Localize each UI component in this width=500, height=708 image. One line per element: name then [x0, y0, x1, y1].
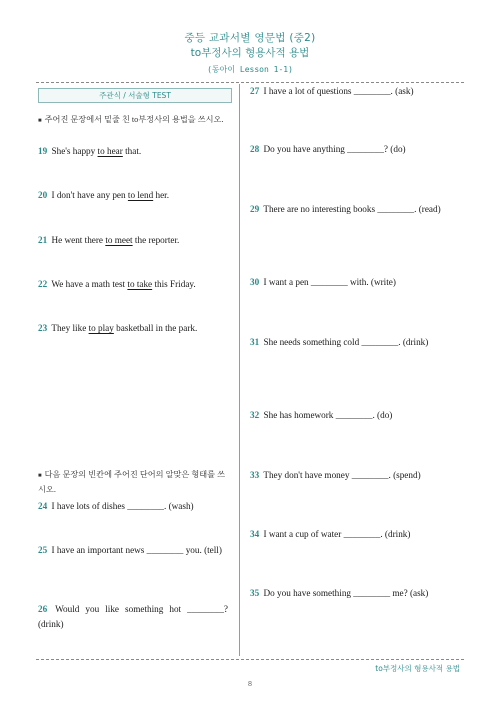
question-number: 26: [38, 604, 48, 614]
question-number: 33: [250, 470, 260, 480]
question-32: [250, 408, 444, 423]
instruction-second: [38, 468, 232, 496]
instruction-first: [38, 113, 232, 128]
question-text: I want a cup of water ________. (drink): [263, 529, 411, 539]
question-26: [38, 602, 228, 632]
question-text: There are no interesting books ________. (read): [263, 204, 441, 214]
question-text: We have a math test: [51, 279, 128, 289]
question-number: 20: [38, 190, 48, 200]
question-text: Would you like something hot ________? (drink): [38, 604, 228, 629]
question-text: that.: [122, 146, 142, 156]
question-number: 31: [250, 337, 260, 347]
question-number: 35: [250, 588, 260, 598]
question-22: [38, 277, 228, 292]
question-number: 22: [38, 279, 48, 289]
underlined-infinitive: to take: [127, 279, 153, 289]
bullet-icon: ■: [38, 118, 42, 124]
footer-topic: to부정사의 형용사적 용법: [375, 664, 460, 673]
question-23: [38, 321, 228, 336]
question-35: [250, 586, 444, 601]
lesson-source: (동아이 Lesson 1-1): [207, 65, 293, 74]
question-text: She has homework ________. (do): [263, 410, 393, 420]
page-number: 8: [247, 680, 253, 688]
question-21: [38, 233, 228, 248]
question-text: They like: [51, 323, 89, 333]
question-19: [38, 144, 228, 159]
underlined-infinitive: to lend: [127, 190, 154, 200]
underlined-infinitive: to meet: [105, 235, 133, 245]
question-text: They don't have money ________. (spend): [263, 470, 421, 480]
question-text: I have an important news ________ you. (tell): [51, 545, 222, 555]
question-20: [38, 188, 228, 203]
question-number: 30: [250, 277, 260, 287]
question-text: She needs something cold ________. (drink): [263, 337, 429, 347]
question-number: 28: [250, 144, 260, 154]
question-number: 19: [38, 146, 48, 156]
question-24: [38, 499, 228, 514]
bottom-divider: [36, 659, 464, 660]
question-number: 21: [38, 235, 48, 245]
page-title: 중등 교과서별 영문법 (중2): [184, 32, 316, 44]
question-number: 24: [38, 501, 48, 511]
question-number: 32: [250, 410, 260, 420]
question-number: 23: [38, 323, 48, 333]
question-33: [250, 468, 444, 483]
question-text: I have a lot of questions ________. (ask): [263, 86, 414, 96]
question-text: I don't have any pen: [51, 190, 128, 200]
question-30: [250, 275, 444, 290]
top-divider: [36, 82, 464, 83]
question-text: her.: [153, 190, 169, 200]
question-text: He went there: [51, 235, 106, 245]
question-text: Do you have something ________ me? (ask): [263, 588, 429, 598]
underlined-infinitive: to hear: [97, 146, 123, 156]
question-text: basketball in the park.: [113, 323, 198, 333]
question-number: 29: [250, 204, 260, 214]
instruction-text: 다음 문장의 빈칸에 주어진 단어의 알맞은 형태를 쓰시오.: [38, 470, 226, 494]
question-text: Do you have anything ________? (do): [263, 144, 406, 154]
question-text: I want a pen ________ with. (write): [263, 277, 396, 287]
question-25: [38, 543, 228, 558]
question-text: this Friday.: [152, 279, 196, 289]
column-divider: [239, 84, 240, 656]
test-label-box: 주관식 / 서술형 TEST: [38, 88, 232, 103]
question-31: [250, 335, 444, 350]
question-28: [250, 142, 444, 157]
instruction-text: 주어진 문장에서 밑줄 친 to부정사의 용법을 쓰시오.: [44, 115, 224, 124]
question-text: I have lots of dishes ________. (wash): [51, 501, 194, 511]
question-text: the reporter.: [132, 235, 180, 245]
question-27: [250, 84, 444, 99]
question-text: She's happy: [51, 146, 98, 156]
question-29: [250, 202, 444, 217]
question-number: 25: [38, 545, 48, 555]
page-subtitle: to부정사의 형용사적 용법: [190, 47, 310, 59]
question-number: 34: [250, 529, 260, 539]
question-34: [250, 527, 444, 542]
question-number: 27: [250, 86, 260, 96]
bullet-icon: ■: [38, 473, 42, 479]
underlined-infinitive: to play: [88, 323, 114, 333]
